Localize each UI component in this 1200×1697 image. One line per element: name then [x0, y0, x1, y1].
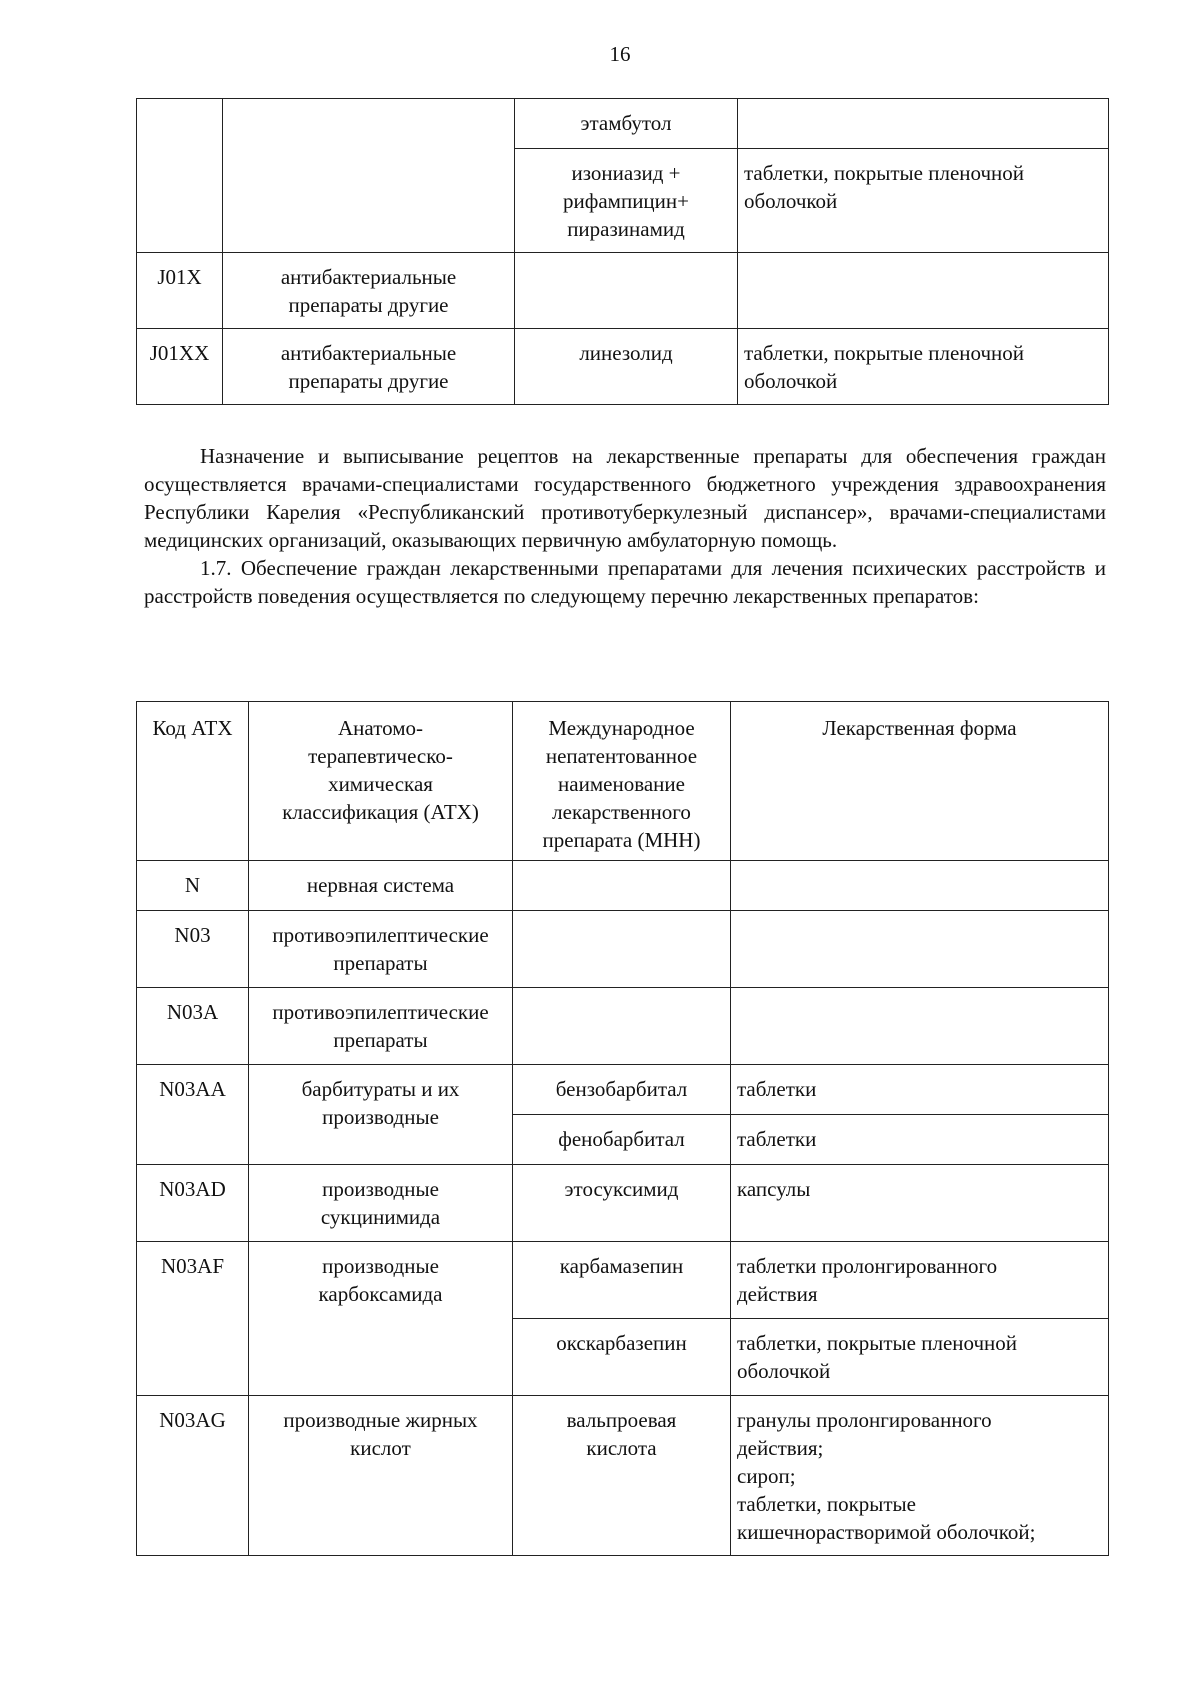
- table-row: [137, 988, 1109, 1065]
- atx-code-cell: N03A: [137, 988, 249, 1065]
- header-atx-code: Код АТХ: [137, 702, 249, 861]
- table-row: [137, 1396, 1109, 1556]
- dosage-form-cell: [731, 988, 1109, 1065]
- atx-code-cell: J01X: [137, 253, 223, 329]
- mnn-cell: [513, 988, 731, 1065]
- header-atx-class: Анатомо- терапевтическо- химическая классификация (АТХ): [249, 702, 513, 861]
- atx-class-cell: нервная система: [249, 861, 513, 911]
- paragraph-prescribing: Назначение и выписывание рецептов на лекарственные препараты для обеспечения граждан осуществляется врачами-специалистами государственного бюджетного учреждения здравоохранения Республики Карелия «Республиканский противотуберкулезный диспансер», врачами-специалистами медицинских организаций, оказывающих первичную амбулаторную помощь.: [144, 444, 1106, 552]
- table-row: [137, 1165, 1109, 1242]
- table-row: [137, 1065, 1109, 1115]
- atx-code-cell: N03AD: [137, 1165, 249, 1242]
- atx-class-cell: производные карбоксамида: [249, 1242, 513, 1396]
- atx-code-cell: N: [137, 861, 249, 911]
- dosage-form-cell: капсулы: [731, 1165, 1109, 1242]
- paragraph-1-7: 1.7. Обеспечение граждан лекарственными препаратами для лечения психических расстройств и расстройств поведения осуществляется по следующему перечню лекарственных препаратов:: [144, 556, 1106, 608]
- table-row: [137, 911, 1109, 988]
- dosage-form-cell: таблетки: [731, 1065, 1109, 1115]
- atx-code-cell: [137, 99, 223, 253]
- atx-code-cell: N03: [137, 911, 249, 988]
- header-dosage-form: Лекарственная форма: [731, 702, 1109, 861]
- mnn-cell: вальпроевая кислота: [513, 1396, 731, 1556]
- dosage-form-cell: таблетки: [731, 1115, 1109, 1165]
- page-number: 16: [609, 42, 631, 66]
- mnn-cell: окскарбазепин: [513, 1319, 731, 1396]
- atx-class-cell: [223, 99, 515, 253]
- atx-class-cell: производные жирных кислот: [249, 1396, 513, 1556]
- mnn-cell: изониазид + рифампицин+ пиразинамид: [515, 149, 738, 253]
- mnn-cell: бензобарбитал: [513, 1065, 731, 1115]
- dosage-form-cell: [738, 99, 1109, 149]
- body-text: [144, 442, 1106, 610]
- atx-class-cell: антибактериальные препараты другие: [223, 329, 515, 405]
- table-row: [137, 329, 1109, 405]
- table-row: [137, 253, 1109, 329]
- dosage-form-cell: таблетки, покрытые пленочной оболочкой: [731, 1319, 1109, 1396]
- mnn-cell: этамбутол: [515, 99, 738, 149]
- atx-code-cell: J01XX: [137, 329, 223, 405]
- mnn-cell: линезолид: [515, 329, 738, 405]
- mnn-cell: [513, 861, 731, 911]
- atx-class-cell: противоэпилептические препараты: [249, 988, 513, 1065]
- atx-class-cell: производные сукцинимида: [249, 1165, 513, 1242]
- atx-code-cell: N03AA: [137, 1065, 249, 1165]
- drug-table-continued: [136, 98, 1109, 405]
- mnn-cell: [513, 911, 731, 988]
- mnn-cell: [515, 253, 738, 329]
- atx-class-cell: антибактериальные препараты другие: [223, 253, 515, 329]
- table-header-row: [137, 702, 1109, 861]
- atx-code-cell: N03AF: [137, 1242, 249, 1396]
- dosage-form-cell: таблетки, покрытые пленочной оболочкой: [738, 149, 1109, 253]
- dosage-form-cell: гранулы пролонгированного действия; сироп; таблетки, покрытые кишечнорастворимой оболочкой;: [731, 1396, 1109, 1556]
- atx-class-cell: противоэпилептические препараты: [249, 911, 513, 988]
- atx-code-cell: N03AG: [137, 1396, 249, 1556]
- table-row: [137, 99, 1109, 149]
- table-row: [137, 1242, 1109, 1319]
- dosage-form-cell: таблетки пролонгированного действия: [731, 1242, 1109, 1319]
- table-row: [137, 861, 1109, 911]
- dosage-form-cell: [731, 911, 1109, 988]
- mnn-cell: этосуксимид: [513, 1165, 731, 1242]
- atx-class-cell: барбитураты и их производные: [249, 1065, 513, 1165]
- mnn-cell: фенобарбитал: [513, 1115, 731, 1165]
- dosage-form-cell: [738, 253, 1109, 329]
- drug-table-mental-disorders: [136, 701, 1109, 1556]
- mnn-cell: карбамазепин: [513, 1242, 731, 1319]
- dosage-form-cell: [731, 861, 1109, 911]
- header-mnn: Международное непатентованное наименование лекарственного препарата (МНН): [513, 702, 731, 861]
- dosage-form-cell: таблетки, покрытые пленочной оболочкой: [738, 329, 1109, 405]
